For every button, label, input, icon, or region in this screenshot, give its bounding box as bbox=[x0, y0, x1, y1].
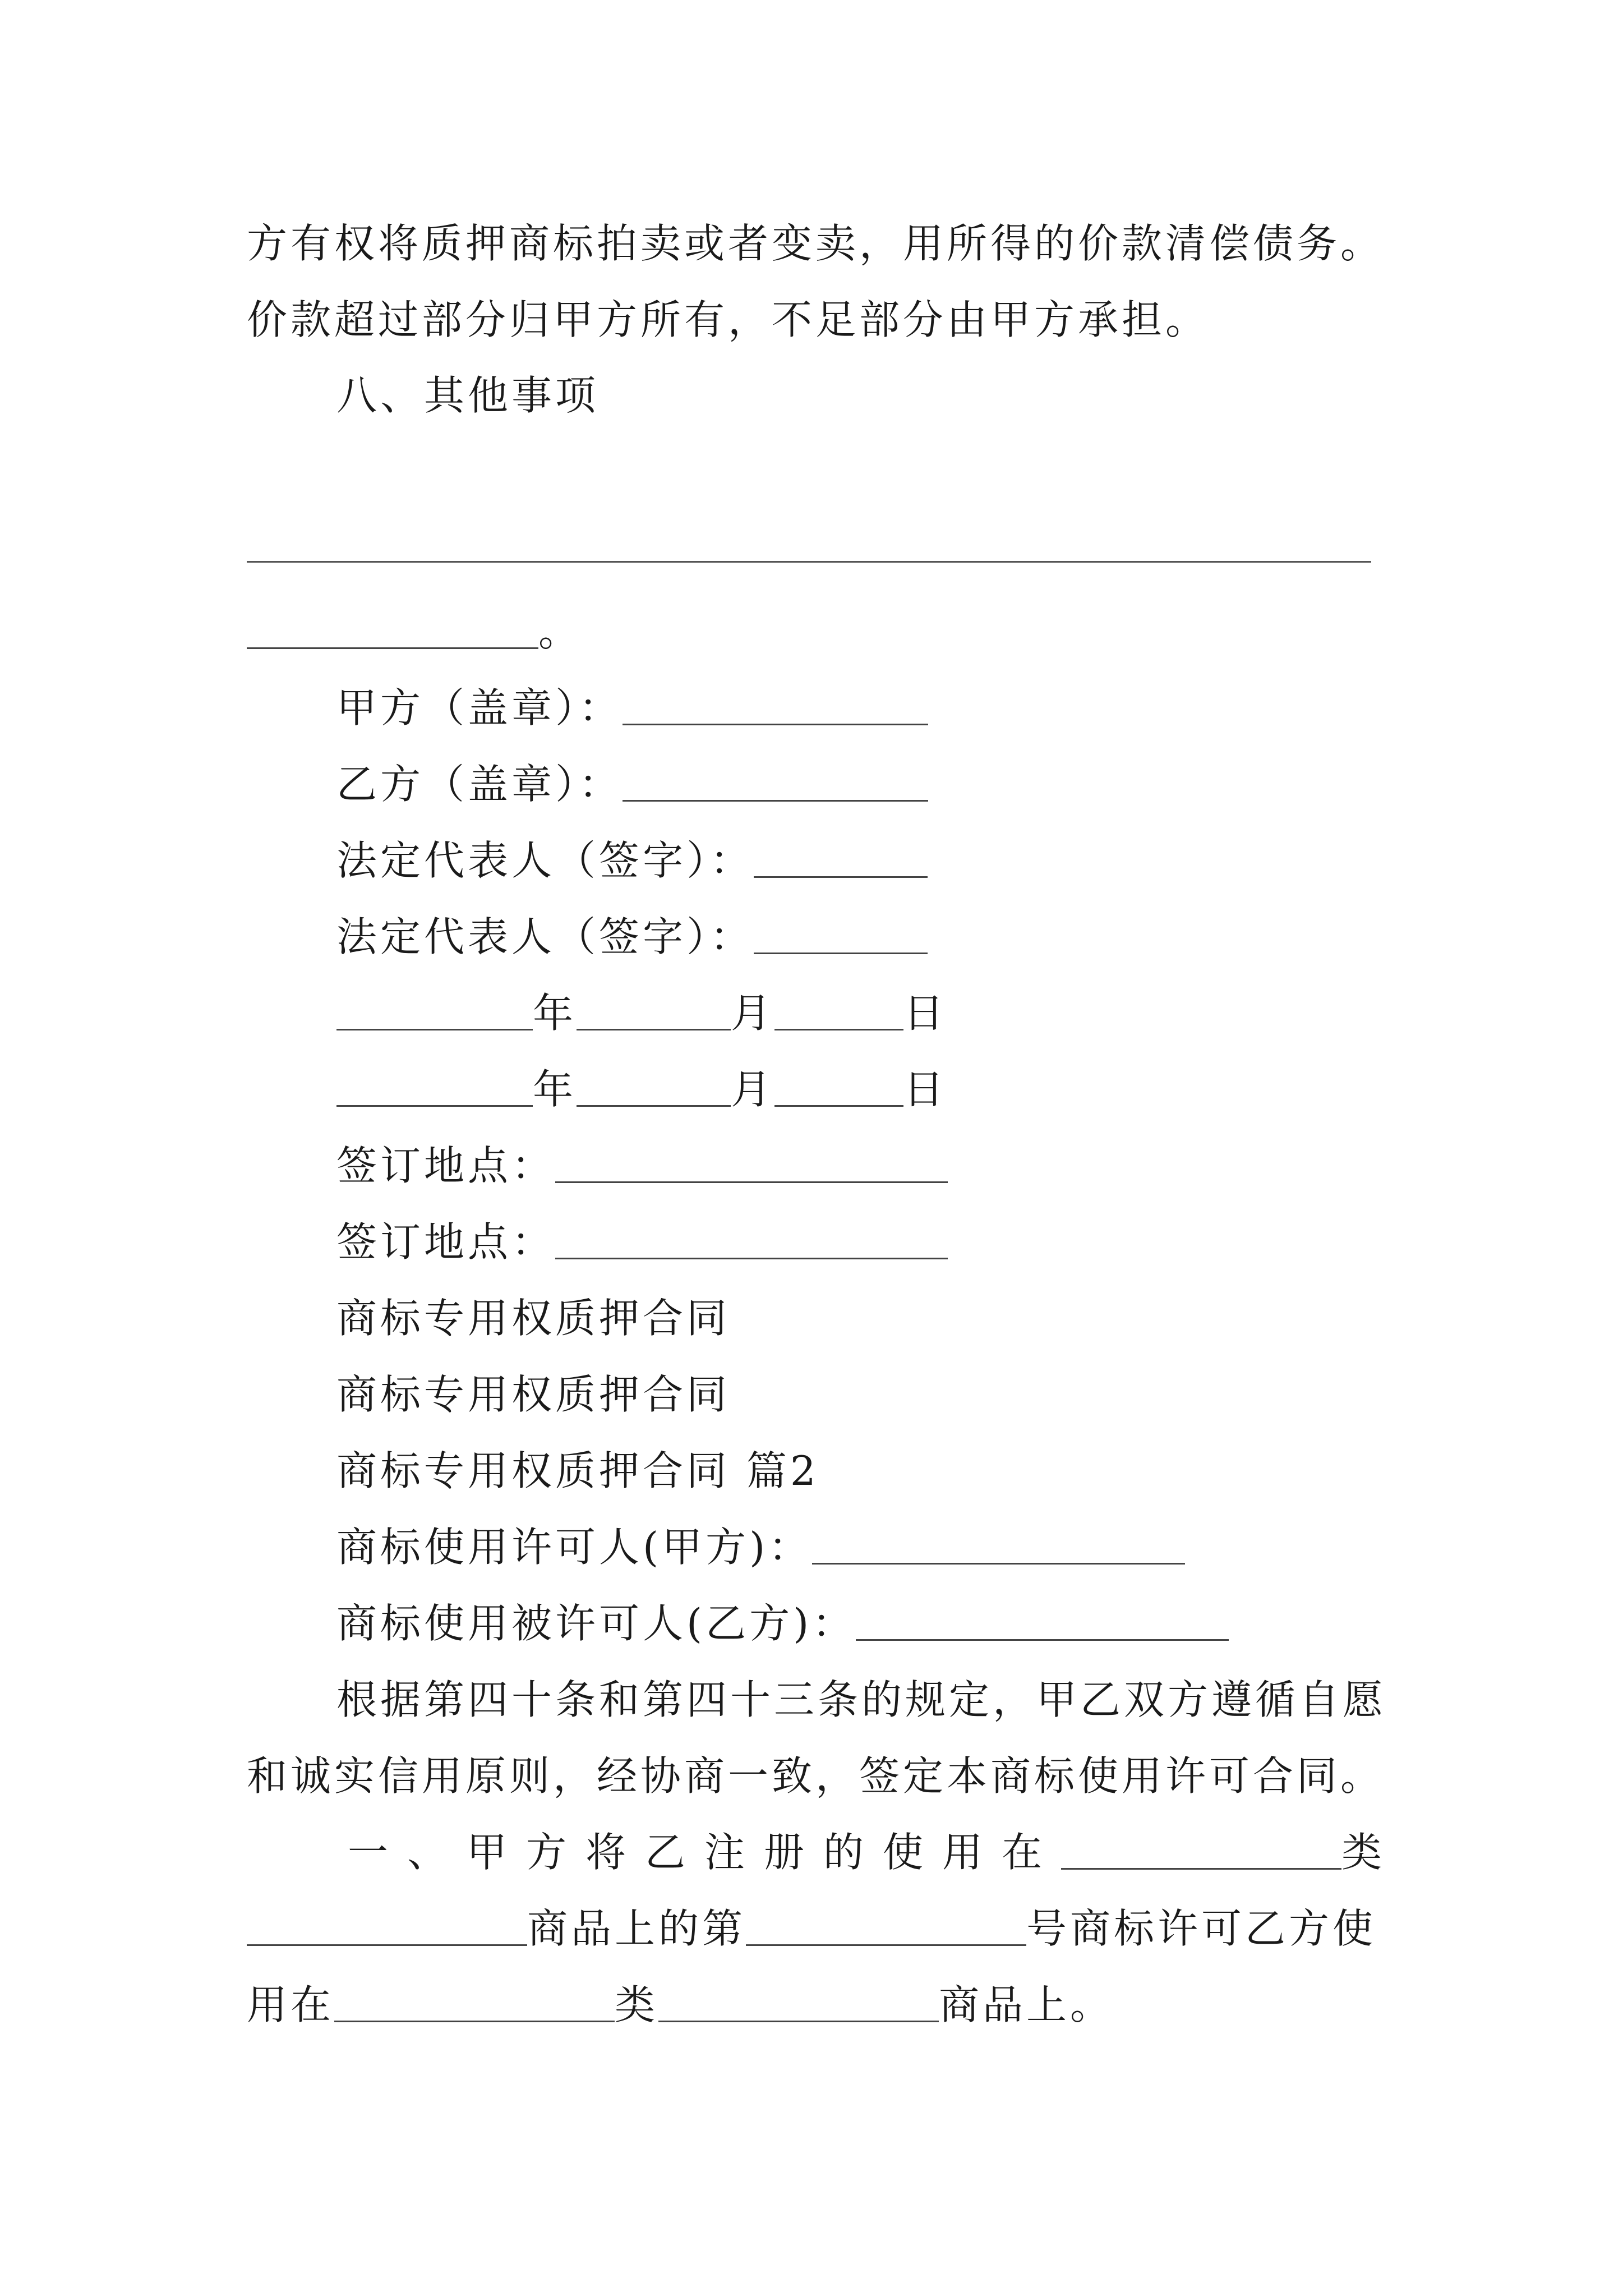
blank-field bbox=[247, 604, 538, 649]
paragraph-line: 价款超过部分归甲方所有，不足部分由甲方承担。 bbox=[247, 296, 1210, 343]
licensor-line: 商标使用许可人(甲方)： bbox=[336, 1519, 1185, 1575]
blank-field bbox=[754, 832, 928, 878]
blank-field bbox=[247, 1901, 527, 1946]
paragraph-line: 和诚实信用原则，经协商一致，签定本商标使用许可合同。 bbox=[247, 1752, 1385, 1800]
licensee-line: 商标使用被许可人(乙方)： bbox=[336, 1595, 1229, 1651]
blank-field bbox=[336, 985, 533, 1030]
blank-field bbox=[623, 756, 928, 802]
legal-rep-signature: 法定代表人（签字）： bbox=[336, 832, 928, 889]
blank-field bbox=[1061, 1824, 1341, 1870]
section-heading: 八、其他事项 bbox=[336, 372, 600, 419]
blank-line-end: 。 bbox=[247, 604, 582, 660]
blank-field bbox=[746, 1901, 1026, 1946]
blank-field bbox=[555, 1214, 948, 1259]
legal-rep-signature: 法定代表人（签字）： bbox=[336, 909, 928, 965]
clause-line: 商品上的第 号商标许可乙方使 bbox=[247, 1901, 1376, 1957]
blank-field bbox=[555, 1138, 948, 1183]
blank-field bbox=[577, 985, 731, 1030]
blank-field bbox=[577, 1061, 731, 1107]
signing-place: 签订地点： bbox=[336, 1214, 948, 1270]
clause-line: 用在 类 商品上。 bbox=[247, 1977, 1114, 2033]
blank-field bbox=[623, 680, 928, 725]
party-a-seal: 甲方（盖章）： bbox=[336, 680, 928, 736]
clause-line: 一、甲方将乙注册的使用在 类 bbox=[348, 1824, 1385, 1880]
document-title: 商标专用权质押合同 bbox=[336, 1371, 731, 1418]
blank-field bbox=[856, 1595, 1229, 1641]
document-title: 商标专用权质押合同 bbox=[336, 1295, 731, 1342]
party-b-seal: 乙方（盖章）： bbox=[336, 756, 928, 812]
date-line: 年 月 日 bbox=[336, 1061, 947, 1117]
document-title: 商标专用权质押合同 篇2 bbox=[336, 1447, 819, 1494]
blank-field bbox=[774, 1061, 903, 1107]
blank-field bbox=[812, 1519, 1185, 1565]
blank-field bbox=[336, 1061, 533, 1107]
paragraph-line: 方有权将质押商标拍卖或者变卖，用所得的价款清偿债务。 bbox=[247, 220, 1385, 267]
blank-field bbox=[658, 1977, 939, 2022]
blank-line bbox=[247, 561, 1371, 563]
date-line: 年 月 日 bbox=[336, 985, 947, 1041]
paragraph-line: 根据第四十条和第四十三条的规定，甲乙双方遵循自愿 bbox=[336, 1676, 1387, 1723]
blank-field bbox=[754, 909, 928, 954]
signing-place: 签订地点： bbox=[336, 1138, 948, 1194]
blank-field bbox=[334, 1977, 615, 2022]
blank-field bbox=[774, 985, 903, 1030]
